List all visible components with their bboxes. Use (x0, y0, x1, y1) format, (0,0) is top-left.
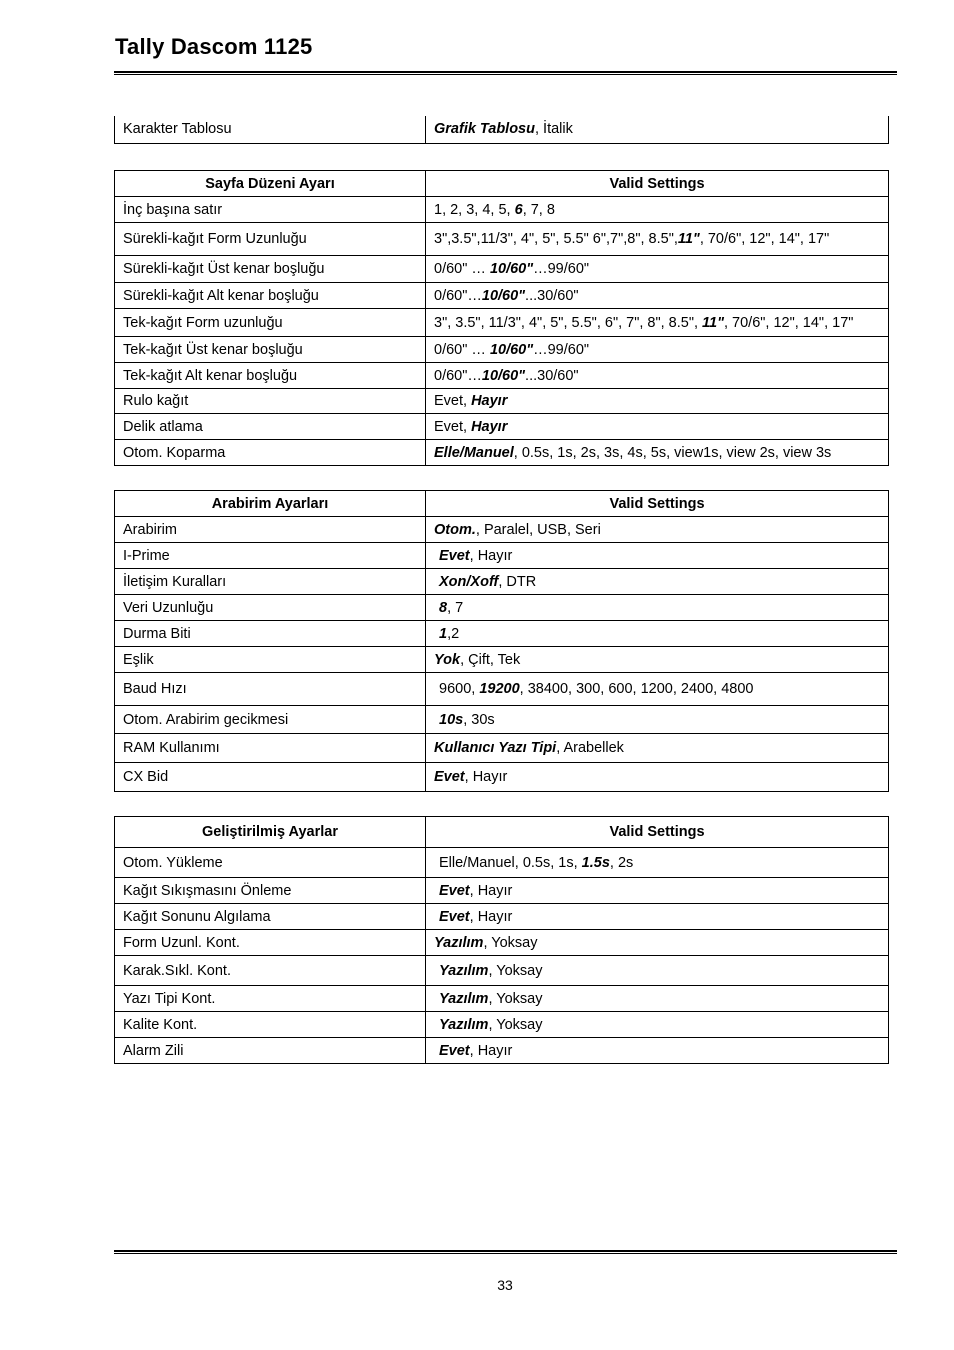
table-row (115, 116, 889, 143)
default-value: Kullanıcı Yazı Tipi (434, 740, 557, 756)
setting-label: Karakter Tablosu (115, 116, 426, 143)
value-text: ...30/60" (525, 287, 579, 304)
header-rule-thin (114, 74, 897, 75)
setting-value (426, 956, 889, 986)
setting-label: CX Bid (115, 763, 426, 792)
footer-rule (114, 1250, 897, 1252)
setting-value (426, 363, 889, 389)
setting-label: Eşlik (115, 647, 426, 673)
default-value: 8 (439, 599, 448, 616)
value-text: ,2 (447, 625, 460, 642)
value-text: ...30/60" (525, 367, 579, 384)
setting-value (426, 569, 889, 595)
setting-value (426, 930, 889, 956)
value-text: Evet, (434, 393, 472, 409)
table-header-row (115, 817, 889, 848)
value-text: Elle/Manuel, 0.5s, 1s, (439, 854, 582, 871)
arabirim-table (114, 490, 889, 792)
value-text: , Yoksay (488, 962, 543, 979)
value-text: , 38400, 300, 600, 1200, 2400, 4800 (519, 681, 754, 697)
default-value: Xon/Xoff (439, 573, 499, 590)
setting-value (426, 309, 889, 337)
value-text: , Yoksay (488, 990, 543, 1007)
value-text: , 0.5s, 1s, 2s, 3s, 4s, 5s, view1s, view 2s, view 3s (513, 444, 832, 461)
table-row (115, 569, 889, 595)
setting-value (426, 706, 889, 734)
setting-label: Delik atlama (115, 414, 426, 440)
table-header-row (115, 171, 889, 197)
default-value: 10/60" (489, 261, 534, 277)
default-value: Evet (434, 769, 465, 785)
table-row (115, 621, 889, 647)
value-text: 0/60"… (434, 367, 482, 384)
setting-value (426, 848, 889, 878)
setting-value (426, 1038, 889, 1064)
table-row (115, 440, 889, 466)
table-row (115, 848, 889, 878)
default-value: Otom. (434, 521, 476, 538)
setting-label: Kağıt Sonunu Algılama (115, 904, 426, 930)
setting-value (426, 283, 889, 309)
setting-value (426, 517, 889, 543)
value-text: , Paralel, USB, Seri (475, 521, 601, 538)
value-text: , 7, 8 (522, 201, 555, 218)
table-row (115, 904, 889, 930)
setting-value (426, 878, 889, 904)
table-row (115, 878, 889, 904)
column-header-setting: Sayfa Düzeni Ayarı (115, 171, 426, 197)
sayfa-duzeni-table (114, 170, 889, 466)
setting-value (426, 904, 889, 930)
default-value: Grafik Tablosu (434, 121, 535, 138)
setting-label: Form Uzunl. Kont. (115, 930, 426, 956)
setting-value (426, 763, 889, 792)
karakter-table (114, 116, 889, 144)
page-title: Tally Dascom 1125 (115, 34, 313, 59)
value-text: , Hayır (469, 547, 513, 564)
table-row (115, 389, 889, 414)
setting-label: İnç başına satır (115, 197, 426, 223)
value-text: , İtalik (534, 121, 573, 138)
setting-value (426, 440, 889, 466)
default-value: Yazılım (439, 1016, 489, 1033)
setting-label: RAM Kullanımı (115, 734, 426, 763)
default-value: 19200 (479, 681, 520, 697)
default-value: Yazılım (439, 990, 489, 1007)
setting-value (426, 414, 889, 440)
default-value: 1 (439, 625, 448, 642)
default-value: Elle/Manuel (434, 444, 514, 461)
setting-label: Tek-kağıt Üst kenar boşluğu (115, 337, 426, 363)
value-text: , Çift, Tek (460, 651, 521, 668)
table-row (115, 414, 889, 440)
setting-label: Veri Uzunluğu (115, 595, 426, 621)
setting-value (426, 337, 889, 363)
table-row (115, 363, 889, 389)
setting-value (426, 734, 889, 763)
setting-label: Otom. Arabirim gecikmesi (115, 706, 426, 734)
setting-label: İletişim Kuralları (115, 569, 426, 595)
default-value: Evet (439, 547, 470, 564)
table-row (115, 763, 889, 792)
table-row (115, 543, 889, 569)
table-row (115, 1038, 889, 1064)
setting-label: Kağıt Sıkışmasını Önleme (115, 878, 426, 904)
table-row (115, 256, 889, 283)
value-text: 0/60" … (434, 341, 490, 358)
table-header-row (115, 491, 889, 517)
default-value: 11" (677, 231, 700, 247)
table-row (115, 517, 889, 543)
column-header-valid-settings: Valid Settings (426, 491, 889, 517)
setting-label: Karak.Sıkl. Kont. (115, 956, 426, 986)
table-row (115, 734, 889, 763)
setting-label: Sürekli-kağıt Form Uzunluğu (115, 223, 426, 256)
column-header-setting: Geliştirilmiş Ayarlar (115, 817, 426, 848)
table-row (115, 930, 889, 956)
value-text: …99/60" (533, 341, 590, 358)
value-text: , Arabellek (556, 740, 624, 756)
setting-value (426, 543, 889, 569)
value-text: Evet, (434, 418, 472, 435)
default-value: Yazılım (434, 934, 484, 951)
column-header-valid-settings: Valid Settings (426, 171, 889, 197)
column-header-setting: Arabirim Ayarları (115, 491, 426, 517)
setting-value (426, 1012, 889, 1038)
value-text: , Yoksay (483, 934, 538, 951)
value-text: , 70/6", 12", 14", 17" (723, 314, 854, 331)
table-row (115, 595, 889, 621)
default-value: 10/60" (481, 367, 526, 384)
setting-label: Otom. Koparma (115, 440, 426, 466)
value-text: , Hayır (469, 908, 513, 925)
default-value: Evet (439, 908, 470, 925)
table-row (115, 283, 889, 309)
setting-label: Tek-kağıt Alt kenar boşluğu (115, 363, 426, 389)
table-row (115, 647, 889, 673)
page-number: 33 (497, 1277, 513, 1293)
default-value: Yazılım (439, 962, 489, 979)
value-text: , Hayır (464, 769, 508, 785)
table-row (115, 197, 889, 223)
setting-label: Yazı Tipi Kont. (115, 986, 426, 1012)
table-row (115, 1012, 889, 1038)
setting-value (426, 673, 889, 706)
value-text: , Yoksay (488, 1016, 543, 1033)
value-text: 9600, (439, 681, 480, 697)
table-row (115, 309, 889, 337)
default-value: 10s (439, 711, 464, 728)
setting-value (426, 621, 889, 647)
setting-value (426, 223, 889, 256)
table-row (115, 986, 889, 1012)
default-value: 10/60" (489, 341, 534, 358)
default-value: 10/60" (481, 287, 526, 304)
setting-label: Tek-kağıt Form uzunluğu (115, 309, 426, 337)
value-text: , Hayır (469, 1042, 513, 1059)
table-row (115, 337, 889, 363)
setting-label: Alarm Zili (115, 1038, 426, 1064)
setting-label: Otom. Yükleme (115, 848, 426, 878)
column-header-valid-settings: Valid Settings (426, 817, 889, 848)
setting-label: I-Prime (115, 543, 426, 569)
setting-value (426, 116, 889, 143)
setting-value (426, 595, 889, 621)
setting-label: Kalite Kont. (115, 1012, 426, 1038)
setting-label: Sürekli-kağıt Alt kenar boşluğu (115, 283, 426, 309)
value-text: , DTR (498, 573, 537, 590)
setting-label: Baud Hızı (115, 673, 426, 706)
setting-value (426, 389, 889, 414)
setting-label: Sürekli-kağıt Üst kenar boşluğu (115, 256, 426, 283)
setting-value (426, 197, 889, 223)
value-text: 0/60" … (434, 261, 490, 277)
table-row (115, 223, 889, 256)
default-value: Evet (439, 882, 470, 899)
default-value: Evet (439, 1042, 470, 1059)
value-text: 0/60"… (434, 287, 482, 304)
header-rule (114, 71, 897, 73)
setting-value (426, 986, 889, 1012)
setting-label: Arabirim (115, 517, 426, 543)
value-text: 1, 2, 3, 4, 5, (434, 201, 515, 218)
value-text: , 70/6", 12", 14", 17" (699, 231, 830, 247)
footer-rule-thin (114, 1253, 897, 1254)
gelistirilmis-table (114, 816, 889, 1064)
default-value: 11" (702, 314, 724, 331)
default-value: Yok (434, 651, 461, 668)
default-value: Hayır (471, 418, 508, 435)
setting-label: Rulo kağıt (115, 389, 426, 414)
table-row (115, 673, 889, 706)
value-text: , 30s (463, 711, 495, 728)
value-text: , 2s (609, 854, 634, 871)
setting-value (426, 647, 889, 673)
default-value: 6 (514, 201, 523, 218)
default-value: Hayır (471, 393, 508, 409)
setting-value (426, 256, 889, 283)
value-text: , 7 (447, 599, 464, 616)
value-text: 3", 3.5", 11/3", 4", 5", 5.5", 6", 7", 8", 8.5", (434, 314, 703, 331)
table-row (115, 956, 889, 986)
value-text: …99/60" (533, 261, 590, 277)
table-row (115, 706, 889, 734)
default-value: 1.5s (581, 854, 610, 871)
value-text: 3",3.5",11/3", 4", 5", 5.5" 6",7",8", 8.5", (434, 231, 678, 247)
value-text: , Hayır (469, 882, 513, 899)
setting-label: Durma Biti (115, 621, 426, 647)
